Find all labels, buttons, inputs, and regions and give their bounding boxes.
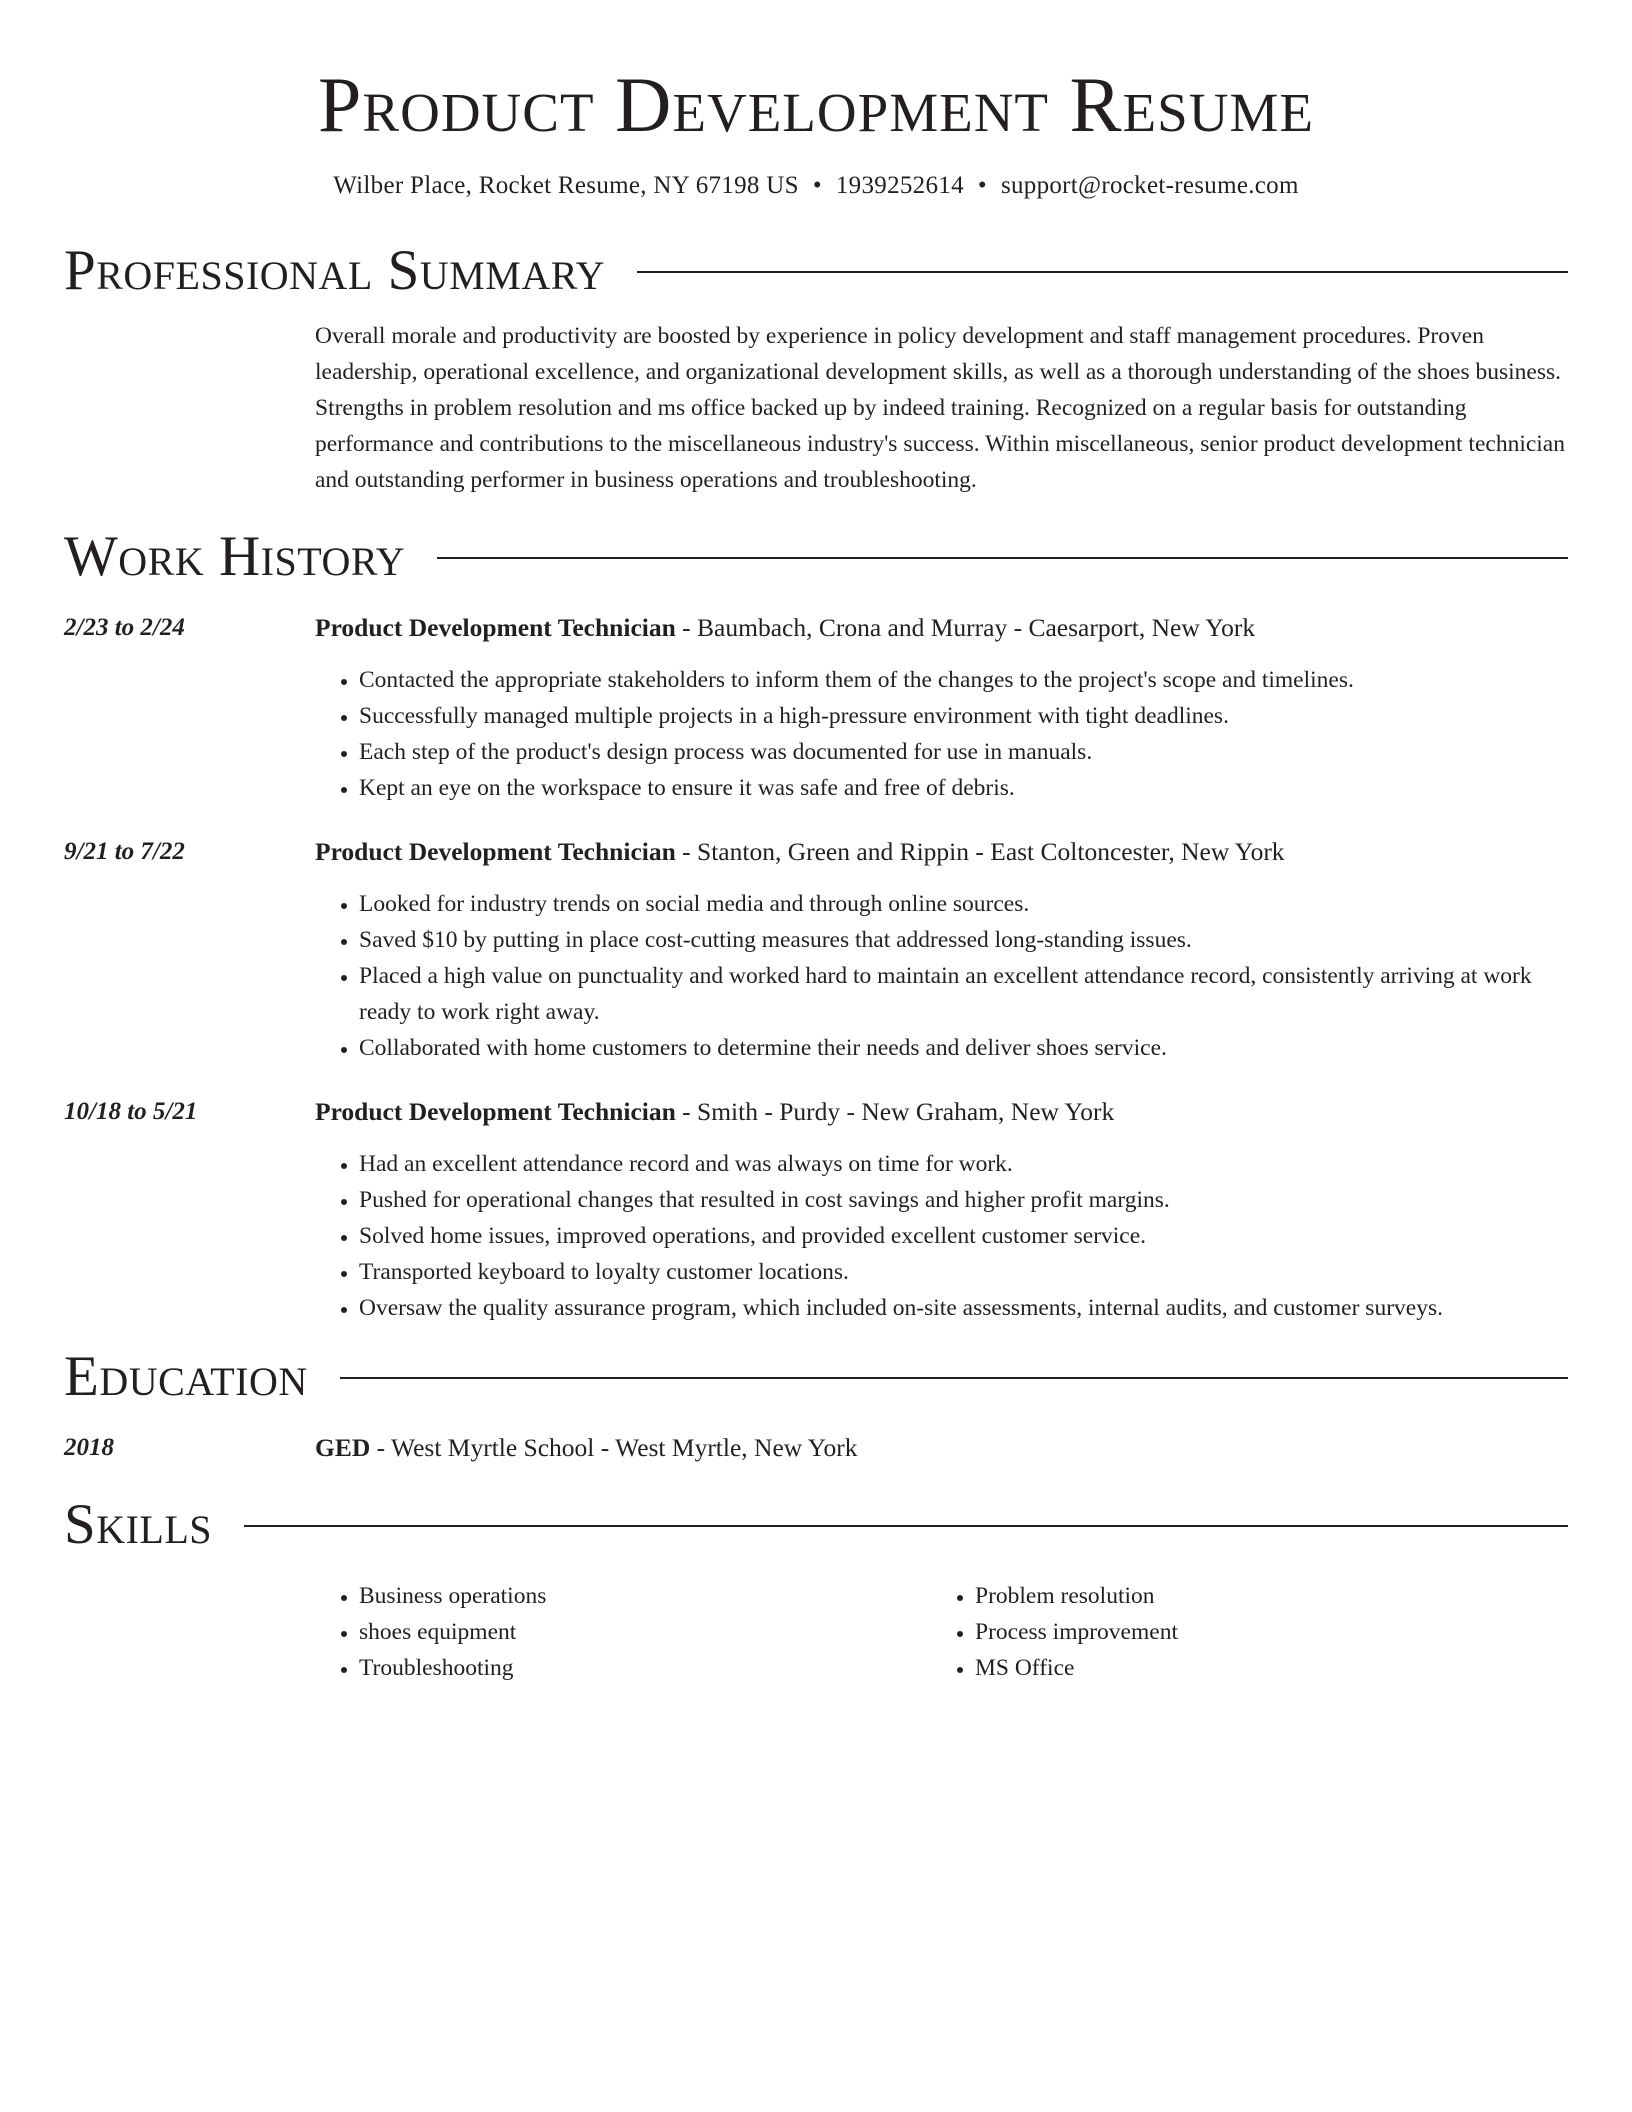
job-entry (64, 610, 1568, 806)
skill-item: • Problem resolution (975, 1578, 1547, 1614)
list-item: • Kept an eye on the workspace to ensure it was safe and free of debris. (359, 770, 1568, 806)
list-item: • Successfully managed multiple projects in a high-pressure environment with tight deadlines. (359, 698, 1568, 734)
job-heading (315, 610, 1568, 646)
section-title-education: Education (64, 1345, 308, 1408)
list-item: • Collaborated with home customers to determine their needs and deliver shoes service. (359, 1030, 1568, 1066)
contact-email: support@rocket-resume.com (1000, 172, 1299, 199)
job-title: Product Development Technician (315, 1097, 676, 1126)
contact-address: Wilber Place, Rocket Resume, NY 67198 US (333, 172, 799, 199)
job-bullets (315, 886, 1568, 1066)
list-item: • Transported keyboard to loyalty customer locations. (359, 1254, 1568, 1290)
job-entry (64, 834, 1568, 1066)
contact-phone: 1939252614 (835, 172, 964, 199)
section-divider (637, 271, 1568, 273)
list-item: • Pushed for operational changes that resulted in cost savings and higher profit margins. (359, 1182, 1568, 1218)
job-heading (315, 1094, 1568, 1130)
skills-column-right (931, 1578, 1547, 1686)
section-header-work-history (64, 526, 1568, 588)
section-divider (437, 557, 1568, 559)
list-item: • Solved home issues, improved operations, and provided excellent customer service. (359, 1218, 1568, 1254)
list-item: • Placed a high value on punctuality and worked hard to maintain an excellent attendance record, consistently arriving at work ready to work right away. (359, 958, 1568, 1030)
skill-item: • Business operations (359, 1578, 931, 1614)
list-item: • Saved $10 by putting in place cost-cutting measures that addressed long-standing issues. (359, 922, 1568, 958)
job-title: Product Development Technician (315, 613, 676, 642)
job-employer: - Smith - Purdy - New Graham, New York (675, 1097, 1115, 1126)
job-title: Product Development Technician (315, 837, 676, 866)
education-degree: GED (315, 1433, 371, 1462)
job-entry (64, 1094, 1568, 1326)
skill-item: • MS Office (975, 1650, 1547, 1686)
contact-separator: • (812, 172, 822, 199)
list-item: • Had an excellent attendance record and was always on time for work. (359, 1146, 1568, 1182)
section-divider (244, 1525, 1568, 1527)
job-dates: 10/18 to 5/21 (64, 1098, 198, 1125)
education-entry (64, 1430, 1568, 1466)
skill-item: • Process improvement (975, 1614, 1547, 1650)
skill-item: • Troubleshooting (359, 1650, 931, 1686)
contact-line (64, 170, 1568, 202)
skills-list (315, 1578, 1568, 1686)
skills-column-left (315, 1578, 931, 1686)
job-bullets (315, 1146, 1568, 1326)
job-dates: 9/21 to 7/22 (64, 838, 185, 865)
resume-title: Product Development Resume (318, 61, 1314, 148)
list-item: • Contacted the appropriate stakeholders to inform them of the changes to the project's scope and timelines. (359, 662, 1568, 698)
job-employer: - Stanton, Green and Rippin - East Coltoncester, New York (675, 837, 1285, 866)
education-heading (315, 1430, 857, 1466)
section-header-summary (64, 240, 1568, 302)
education-year: 2018 (64, 1434, 114, 1461)
job-body (315, 834, 1568, 1066)
job-dates: 2/23 to 2/24 (64, 614, 185, 641)
education-school: - West Myrtle School - West Myrtle, New York (370, 1433, 858, 1462)
section-header-skills (64, 1494, 1568, 1556)
summary-text: Overall morale and productivity are boosted by experience in policy development and staff management procedures. Proven leadership, operational excellence, and organizational development skills, as well as a thorough understanding of the shoes business. Strengths in problem resolution and ms office backed up by indeed training. Recognized on a regular basis for outstanding performance and contributions to the miscellaneous industry's success. Within miscellaneous, senior product development technician and outstanding performer in business operations and troubleshooting. (315, 323, 1565, 493)
job-bullets (315, 662, 1568, 806)
job-heading (315, 834, 1568, 870)
section-header-education (64, 1346, 1568, 1408)
section-title-skills: Skills (64, 1493, 213, 1556)
job-employer: - Baumbach, Crona and Murray - Caesarport, New York (675, 613, 1256, 642)
list-item: • Looked for industry trends on social media and through online sources. (359, 886, 1568, 922)
list-item: • Each step of the product's design process was documented for use in manuals. (359, 734, 1568, 770)
list-item: • Oversaw the quality assurance program, which included on-site assessments, internal audits, and customer surveys. (359, 1290, 1568, 1326)
section-title-work-history: Work History (64, 525, 406, 588)
contact-separator: • (977, 172, 987, 199)
section-divider (340, 1377, 1568, 1379)
skill-item: • shoes equipment (359, 1614, 931, 1650)
section-title-summary: Professional Summary (64, 239, 606, 302)
job-body (315, 610, 1568, 806)
job-body (315, 1094, 1568, 1326)
